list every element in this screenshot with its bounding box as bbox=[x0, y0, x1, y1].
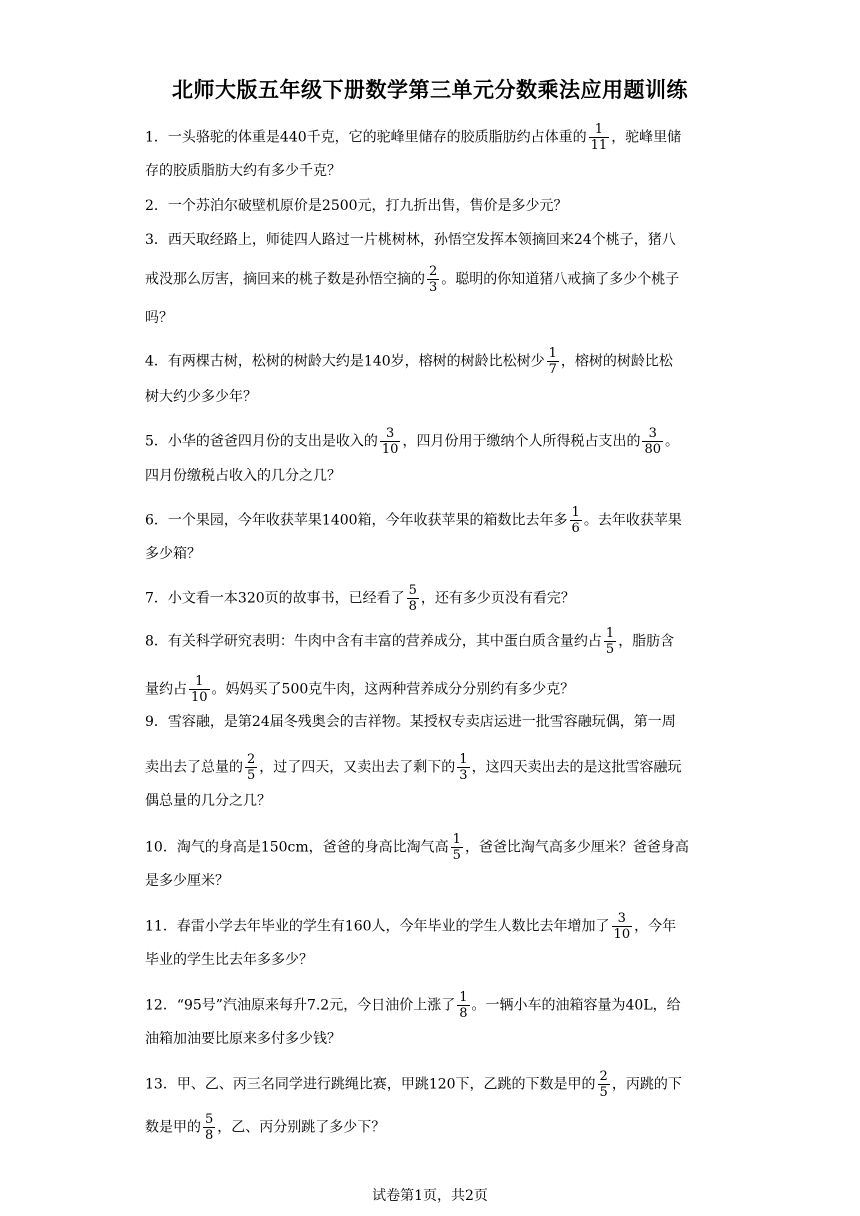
problem-text: 数是甲的 bbox=[145, 1119, 201, 1136]
problem-text: ，驼峰里储 bbox=[611, 129, 682, 146]
problem-text: 戒没那么厉害，摘回来的桃子数是孙悟空摘的 bbox=[145, 271, 425, 288]
problem-text: 10．淘气的身高是150cm，爸爸的身高比淘气高 bbox=[145, 839, 449, 856]
problem-1-line bbox=[145, 122, 725, 153]
problem-text: 卖出去了总量的 bbox=[145, 759, 243, 776]
fraction-numerator: 2 bbox=[247, 752, 256, 767]
fraction-denominator: 8 bbox=[408, 599, 417, 614]
fraction-denominator: 3 bbox=[459, 768, 468, 783]
fraction bbox=[407, 583, 419, 614]
document-title: 北师大版五年级下册数学第三单元分数乘法应用题训练 bbox=[172, 77, 688, 102]
problem-10-line bbox=[145, 832, 725, 863]
fraction bbox=[457, 990, 469, 1021]
problem-text: 8．有关科学研究表明：牛肉中含有丰富的营养成分，其中蛋白质含量约占 bbox=[145, 633, 602, 650]
problem-4-line bbox=[145, 386, 725, 408]
problem-12-line bbox=[145, 1028, 725, 1050]
problem-text: 13．甲、乙、丙三名同学进行跳绳比赛，甲跳120下，乙跳的下数是甲的 bbox=[145, 1076, 596, 1093]
problem-text: ，四月份用于缴纳个人所得税占支出的 bbox=[402, 433, 641, 450]
problem-text: ，丙跳的下 bbox=[611, 1076, 682, 1093]
fraction-numerator: 3 bbox=[386, 426, 395, 441]
fraction-numerator: 1 bbox=[571, 505, 580, 520]
fraction-numerator: 1 bbox=[459, 752, 468, 767]
problem-text: 。聪明的你知道猪八戒摘了多少个桃子 bbox=[441, 271, 680, 288]
problem-text: 。去年收获苹果 bbox=[583, 512, 682, 529]
problem-6-line bbox=[145, 505, 725, 536]
problem-9-line bbox=[145, 711, 725, 733]
problem-text: ，乙、丙分别跳了多少下？ bbox=[217, 1119, 386, 1136]
fraction-denominator: 10 bbox=[381, 442, 399, 457]
problem-3-line bbox=[145, 307, 725, 329]
problem-text: 油箱加油要比原来多付多少钱？ bbox=[145, 1031, 341, 1047]
fraction bbox=[642, 426, 663, 457]
problem-text: ，过了四天，又卖出去了剩下的 bbox=[259, 759, 456, 776]
problem-text: 吗？ bbox=[145, 310, 173, 326]
fraction bbox=[380, 426, 401, 457]
fraction-numerator: 1 bbox=[195, 674, 204, 689]
problem-8-line bbox=[145, 626, 725, 657]
fraction bbox=[589, 122, 610, 153]
fraction-numerator: 3 bbox=[617, 911, 626, 926]
problem-11-line bbox=[145, 911, 725, 942]
fraction-denominator: 80 bbox=[644, 442, 661, 457]
fraction-denominator: 3 bbox=[429, 280, 438, 295]
fraction-numerator: 1 bbox=[548, 346, 557, 361]
fraction-denominator: 8 bbox=[205, 1128, 214, 1143]
fraction bbox=[604, 626, 616, 657]
fraction-numerator: 1 bbox=[605, 626, 615, 641]
problem-5-line bbox=[145, 426, 725, 457]
fraction bbox=[547, 346, 559, 377]
problem-text: 四月份缴税占收入的几分之几？ bbox=[145, 468, 341, 484]
fraction-denominator: 5 bbox=[452, 848, 461, 863]
problem-text: ，榕树的树龄比松 bbox=[560, 353, 673, 370]
problem-9-line bbox=[145, 752, 725, 783]
fraction-denominator: 5 bbox=[605, 642, 615, 657]
problem-text: ，这四天卖出去的是这批雪容融玩 bbox=[471, 759, 682, 776]
problem-text: 11．春雷小学去年毕业的学生有160人，今年毕业的学生人数比去年增加了 bbox=[145, 918, 610, 935]
fraction bbox=[451, 832, 463, 863]
problem-text: ，今年 bbox=[634, 918, 677, 935]
problem-text: 树大约少多少年？ bbox=[145, 389, 257, 405]
problem-8-line bbox=[145, 674, 725, 705]
problem-text: 12．“95号”汽油原来每升7.2元，今日油价上涨了 bbox=[145, 997, 456, 1014]
fraction-numerator: 5 bbox=[408, 583, 417, 598]
page-footer: 试卷第1页，共2页 bbox=[372, 1188, 488, 1204]
fraction-denominator: 7 bbox=[548, 362, 557, 377]
problem-5-line bbox=[145, 465, 725, 487]
problem-text: 多少箱？ bbox=[145, 546, 201, 562]
problem-text: 量约占 bbox=[145, 681, 187, 698]
problem-text: 存的胶质脂肪大约有多少千克？ bbox=[145, 163, 341, 179]
problem-text: ，还有多少页没有看完？ bbox=[420, 590, 575, 607]
problem-text: 1．一头骆驼的体重是440千克，它的驼峰里储存的胶质脂肪约占体重的 bbox=[145, 129, 587, 146]
fraction-denominator: 10 bbox=[191, 690, 208, 705]
fraction-numerator: 3 bbox=[648, 426, 657, 441]
fraction-numerator: 2 bbox=[429, 264, 438, 279]
fraction bbox=[570, 505, 582, 536]
problem-11-line bbox=[145, 949, 725, 971]
problem-3-line bbox=[145, 229, 725, 251]
problem-text: 3．西天取经路上，师徒四人路过一片桃树林，孙悟空发挥本领摘回来24个桃子，猪八 bbox=[145, 232, 676, 248]
problem-13-line bbox=[145, 1069, 725, 1100]
fraction bbox=[245, 752, 257, 783]
problem-9-line bbox=[145, 790, 725, 812]
fraction bbox=[203, 1112, 215, 1143]
problem-text: ，爸爸比淘气高多少厘米？爸爸身高 bbox=[464, 839, 689, 856]
fraction bbox=[427, 264, 439, 295]
problem-text: 。 bbox=[665, 433, 679, 450]
problem-7-line bbox=[145, 583, 725, 614]
fraction bbox=[598, 1069, 610, 1100]
problem-text: 偶总量的几分之几？ bbox=[145, 793, 271, 809]
problem-text: 。妈妈买了500克牛肉，这两种营养成分分别约有多少克？ bbox=[211, 681, 575, 698]
problem-text: 2．一个苏泊尔破壁机原价是2500元，打九折出售，售价是多少元？ bbox=[145, 198, 568, 214]
fraction-denominator: 11 bbox=[590, 138, 608, 153]
fraction-numerator: 1 bbox=[459, 990, 468, 1005]
fraction-denominator: 6 bbox=[571, 521, 580, 536]
problem-3-line bbox=[145, 264, 725, 295]
fraction-numerator: 1 bbox=[452, 832, 461, 847]
problem-1-line bbox=[145, 160, 725, 182]
problem-10-line bbox=[145, 870, 725, 892]
problem-2-line bbox=[145, 195, 725, 217]
problem-text: 7．小文看一本320页的故事书，已经看了 bbox=[145, 590, 405, 607]
problem-text: 。一辆小车的油箱容量为40L，给 bbox=[471, 997, 681, 1014]
problem-12-line bbox=[145, 990, 725, 1021]
problem-text: 5．小华的爸爸四月份的支出是收入的 bbox=[145, 433, 378, 450]
problem-6-line bbox=[145, 543, 725, 565]
problem-4-line bbox=[145, 346, 725, 377]
problem-text: 4．有两棵古树，松树的树龄大约是140岁，榕树的树龄比松树少 bbox=[145, 353, 545, 370]
fraction-numerator: 1 bbox=[594, 122, 604, 137]
fraction bbox=[612, 911, 633, 942]
fraction bbox=[189, 674, 210, 705]
fraction bbox=[457, 752, 469, 783]
problem-text: ，脂肪含 bbox=[618, 633, 675, 650]
problem-text: 毕业的学生比去年多多少？ bbox=[145, 952, 313, 968]
problem-13-line bbox=[145, 1112, 725, 1143]
fraction-denominator: 10 bbox=[613, 927, 631, 942]
fraction-numerator: 2 bbox=[599, 1069, 608, 1084]
fraction-denominator: 8 bbox=[459, 1006, 468, 1021]
fraction-denominator: 5 bbox=[247, 768, 256, 783]
problem-text: 是多少厘米？ bbox=[145, 873, 229, 889]
problem-text: 6．一个果园，今年收获苹果1400箱，今年收获苹果的箱数比去年多 bbox=[145, 512, 568, 529]
problem-text: 9．雪容融，是第24届冬残奥会的吉祥物。某授权专卖店运进一批雪容融玩偶，第一周 bbox=[145, 714, 676, 730]
fraction-denominator: 5 bbox=[599, 1085, 608, 1100]
fraction-numerator: 5 bbox=[205, 1112, 214, 1127]
